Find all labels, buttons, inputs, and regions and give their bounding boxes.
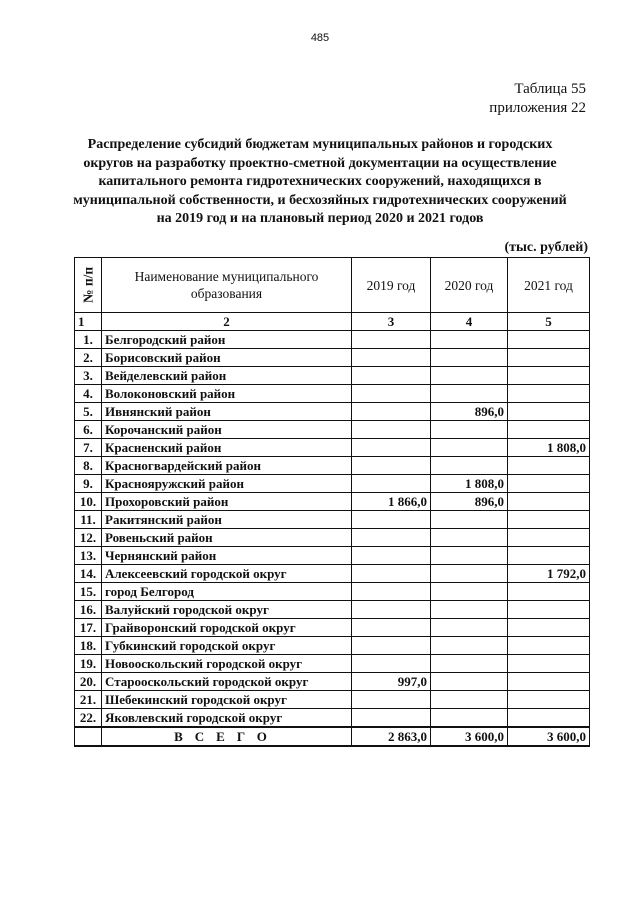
municipality-name: Борисовский район xyxy=(102,349,352,367)
table-row xyxy=(75,673,590,691)
value-2019 xyxy=(352,457,431,475)
value-2021 xyxy=(508,529,590,547)
total-2019: 2 863,0 xyxy=(352,727,431,746)
municipality-name: Грайворонский городской округ xyxy=(102,619,352,637)
document-title xyxy=(40,136,600,229)
table-row xyxy=(75,493,590,511)
municipality-name: Ровеньский район xyxy=(102,529,352,547)
value-2020: 896,0 xyxy=(431,403,508,421)
value-2021 xyxy=(508,475,590,493)
value-2021 xyxy=(508,619,590,637)
value-2019 xyxy=(352,403,431,421)
table-row xyxy=(75,349,590,367)
municipality-name: Ивнянский район xyxy=(102,403,352,421)
value-2019 xyxy=(352,367,431,385)
row-number: 3. xyxy=(75,367,102,385)
table-row xyxy=(75,637,590,655)
value-2021 xyxy=(508,367,590,385)
value-2021 xyxy=(508,547,590,565)
municipality-name: Корочанский район xyxy=(102,421,352,439)
value-2019 xyxy=(352,547,431,565)
table-row xyxy=(75,475,590,493)
table-row xyxy=(75,511,590,529)
value-2019 xyxy=(352,421,431,439)
row-number: 15. xyxy=(75,583,102,601)
value-2020 xyxy=(431,331,508,349)
municipality-name: Прохоровский район xyxy=(102,493,352,511)
table-row xyxy=(75,547,590,565)
value-2020: 896,0 xyxy=(431,493,508,511)
value-2020 xyxy=(431,673,508,691)
row-number: 22. xyxy=(75,709,102,728)
row-number: 4. xyxy=(75,385,102,403)
municipality-name: Губкинский городской округ xyxy=(102,637,352,655)
value-2019 xyxy=(352,385,431,403)
value-2019: 1 866,0 xyxy=(352,493,431,511)
value-2019 xyxy=(352,529,431,547)
value-2019: 997,0 xyxy=(352,673,431,691)
municipality-name: Новооскольский городской округ xyxy=(102,655,352,673)
value-2019 xyxy=(352,331,431,349)
municipality-name: Волоконовский район xyxy=(102,385,352,403)
value-2019 xyxy=(352,709,431,728)
value-2019 xyxy=(352,439,431,457)
subsidy-table xyxy=(74,257,590,747)
row-number: 10. xyxy=(75,493,102,511)
municipality-name: Красненский район xyxy=(102,439,352,457)
table-row xyxy=(75,367,590,385)
value-2019 xyxy=(352,475,431,493)
municipality-name: Яковлевский городской округ xyxy=(102,709,352,728)
table-row xyxy=(75,457,590,475)
appendix-label: приложения 22 xyxy=(489,100,586,116)
table-row xyxy=(75,691,590,709)
row-number: 7. xyxy=(75,439,102,457)
value-2021 xyxy=(508,601,590,619)
value-2020 xyxy=(431,511,508,529)
municipality-name: Чернянский район xyxy=(102,547,352,565)
value-2020 xyxy=(431,709,508,728)
column-header-name: Наименование муниципального образования xyxy=(102,258,352,313)
title-line: муниципальной собственности, и бесхозяйных гидротехнических сооружений xyxy=(73,192,567,208)
column-index: 1 xyxy=(75,313,102,331)
value-2020: 1 808,0 xyxy=(431,475,508,493)
row-number: 11. xyxy=(75,511,102,529)
municipality-name: Красногвардейский район xyxy=(102,457,352,475)
value-2021 xyxy=(508,511,590,529)
total-row xyxy=(75,727,590,746)
value-2021 xyxy=(508,655,590,673)
table-row xyxy=(75,709,590,728)
row-number: 16. xyxy=(75,601,102,619)
row-number: 14. xyxy=(75,565,102,583)
value-2019 xyxy=(352,637,431,655)
value-2020 xyxy=(431,349,508,367)
value-2021 xyxy=(508,331,590,349)
value-2021 xyxy=(508,493,590,511)
units-label: (тыс. рублей) xyxy=(504,240,588,255)
value-2020 xyxy=(431,529,508,547)
table-row xyxy=(75,403,590,421)
row-number: 9. xyxy=(75,475,102,493)
value-2020 xyxy=(431,421,508,439)
value-2020 xyxy=(431,601,508,619)
row-number: 6. xyxy=(75,421,102,439)
column-index-row xyxy=(75,313,590,331)
value-2021 xyxy=(508,709,590,728)
value-2021 xyxy=(508,349,590,367)
row-number: 8. xyxy=(75,457,102,475)
table-label: Таблица 55 xyxy=(514,81,586,97)
value-2021 xyxy=(508,385,590,403)
header-row xyxy=(75,258,590,313)
value-2020 xyxy=(431,619,508,637)
value-2021 xyxy=(508,403,590,421)
value-2019 xyxy=(352,601,431,619)
value-2021 xyxy=(508,421,590,439)
row-number: 17. xyxy=(75,619,102,637)
value-2019 xyxy=(352,655,431,673)
title-line: капитального ремонта гидротехнических сооружений, находящихся в xyxy=(98,174,542,189)
row-number: 5. xyxy=(75,403,102,421)
value-2020 xyxy=(431,637,508,655)
column-index: 5 xyxy=(508,313,590,331)
row-number: 2. xyxy=(75,349,102,367)
title-line: Распределение субсидий бюджетам муниципальных районов и городских xyxy=(87,137,553,152)
total-2021: 3 600,0 xyxy=(508,727,590,746)
table-row xyxy=(75,421,590,439)
column-header-2021: 2021 год xyxy=(508,258,590,313)
row-number: 21. xyxy=(75,691,102,709)
municipality-name: Вейделевский район xyxy=(102,367,352,385)
table-row xyxy=(75,619,590,637)
value-2020 xyxy=(431,457,508,475)
value-2020 xyxy=(431,565,508,583)
total-2020: 3 600,0 xyxy=(431,727,508,746)
value-2019 xyxy=(352,511,431,529)
title-line: на 2019 год и на плановый период 2020 и 2021 годов xyxy=(156,211,484,226)
value-2021: 1 792,0 xyxy=(508,565,590,583)
table-row xyxy=(75,385,590,403)
value-2019 xyxy=(352,565,431,583)
total-label: ВСЕГО xyxy=(102,727,352,746)
table-row xyxy=(75,529,590,547)
page-number: 485 xyxy=(310,32,330,44)
column-header-2019: 2019 год xyxy=(352,258,431,313)
column-index: 4 xyxy=(431,313,508,331)
table-row xyxy=(75,439,590,457)
value-2020 xyxy=(431,385,508,403)
value-2019 xyxy=(352,691,431,709)
column-index: 3 xyxy=(352,313,431,331)
column-header-number: № п/п xyxy=(75,258,102,313)
table-row xyxy=(75,655,590,673)
value-2020 xyxy=(431,547,508,565)
municipality-name: Старооскольский городской округ xyxy=(102,673,352,691)
column-header-2020: 2020 год xyxy=(431,258,508,313)
value-2021 xyxy=(508,691,590,709)
table-row xyxy=(75,331,590,349)
municipality-name: город Белгород xyxy=(102,583,352,601)
value-2021 xyxy=(508,637,590,655)
value-2021 xyxy=(508,457,590,475)
municipality-name: Ракитянский район xyxy=(102,511,352,529)
value-2021 xyxy=(508,673,590,691)
municipality-name: Белгородский район xyxy=(102,331,352,349)
value-2020 xyxy=(431,583,508,601)
municipality-name: Валуйский городской округ xyxy=(102,601,352,619)
row-number: 1. xyxy=(75,331,102,349)
table-row xyxy=(75,583,590,601)
total-num-cell xyxy=(75,727,102,746)
value-2021 xyxy=(508,583,590,601)
title-line: округов на разработку проектно-сметной документации на осуществление xyxy=(83,155,557,171)
row-number: 18. xyxy=(75,637,102,655)
row-number: 20. xyxy=(75,673,102,691)
table-row xyxy=(75,601,590,619)
value-2019 xyxy=(352,619,431,637)
table-reference xyxy=(489,80,586,118)
value-2019 xyxy=(352,583,431,601)
row-number: 19. xyxy=(75,655,102,673)
row-number: 13. xyxy=(75,547,102,565)
value-2019 xyxy=(352,349,431,367)
municipality-name: Шебекинский городской округ xyxy=(102,691,352,709)
value-2020 xyxy=(431,691,508,709)
municipality-name: Краснояружский район xyxy=(102,475,352,493)
column-index: 2 xyxy=(102,313,352,331)
table-row xyxy=(75,565,590,583)
value-2020 xyxy=(431,655,508,673)
value-2020 xyxy=(431,439,508,457)
row-number: 12. xyxy=(75,529,102,547)
municipality-name: Алексеевский городской округ xyxy=(102,565,352,583)
value-2021: 1 808,0 xyxy=(508,439,590,457)
value-2020 xyxy=(431,367,508,385)
